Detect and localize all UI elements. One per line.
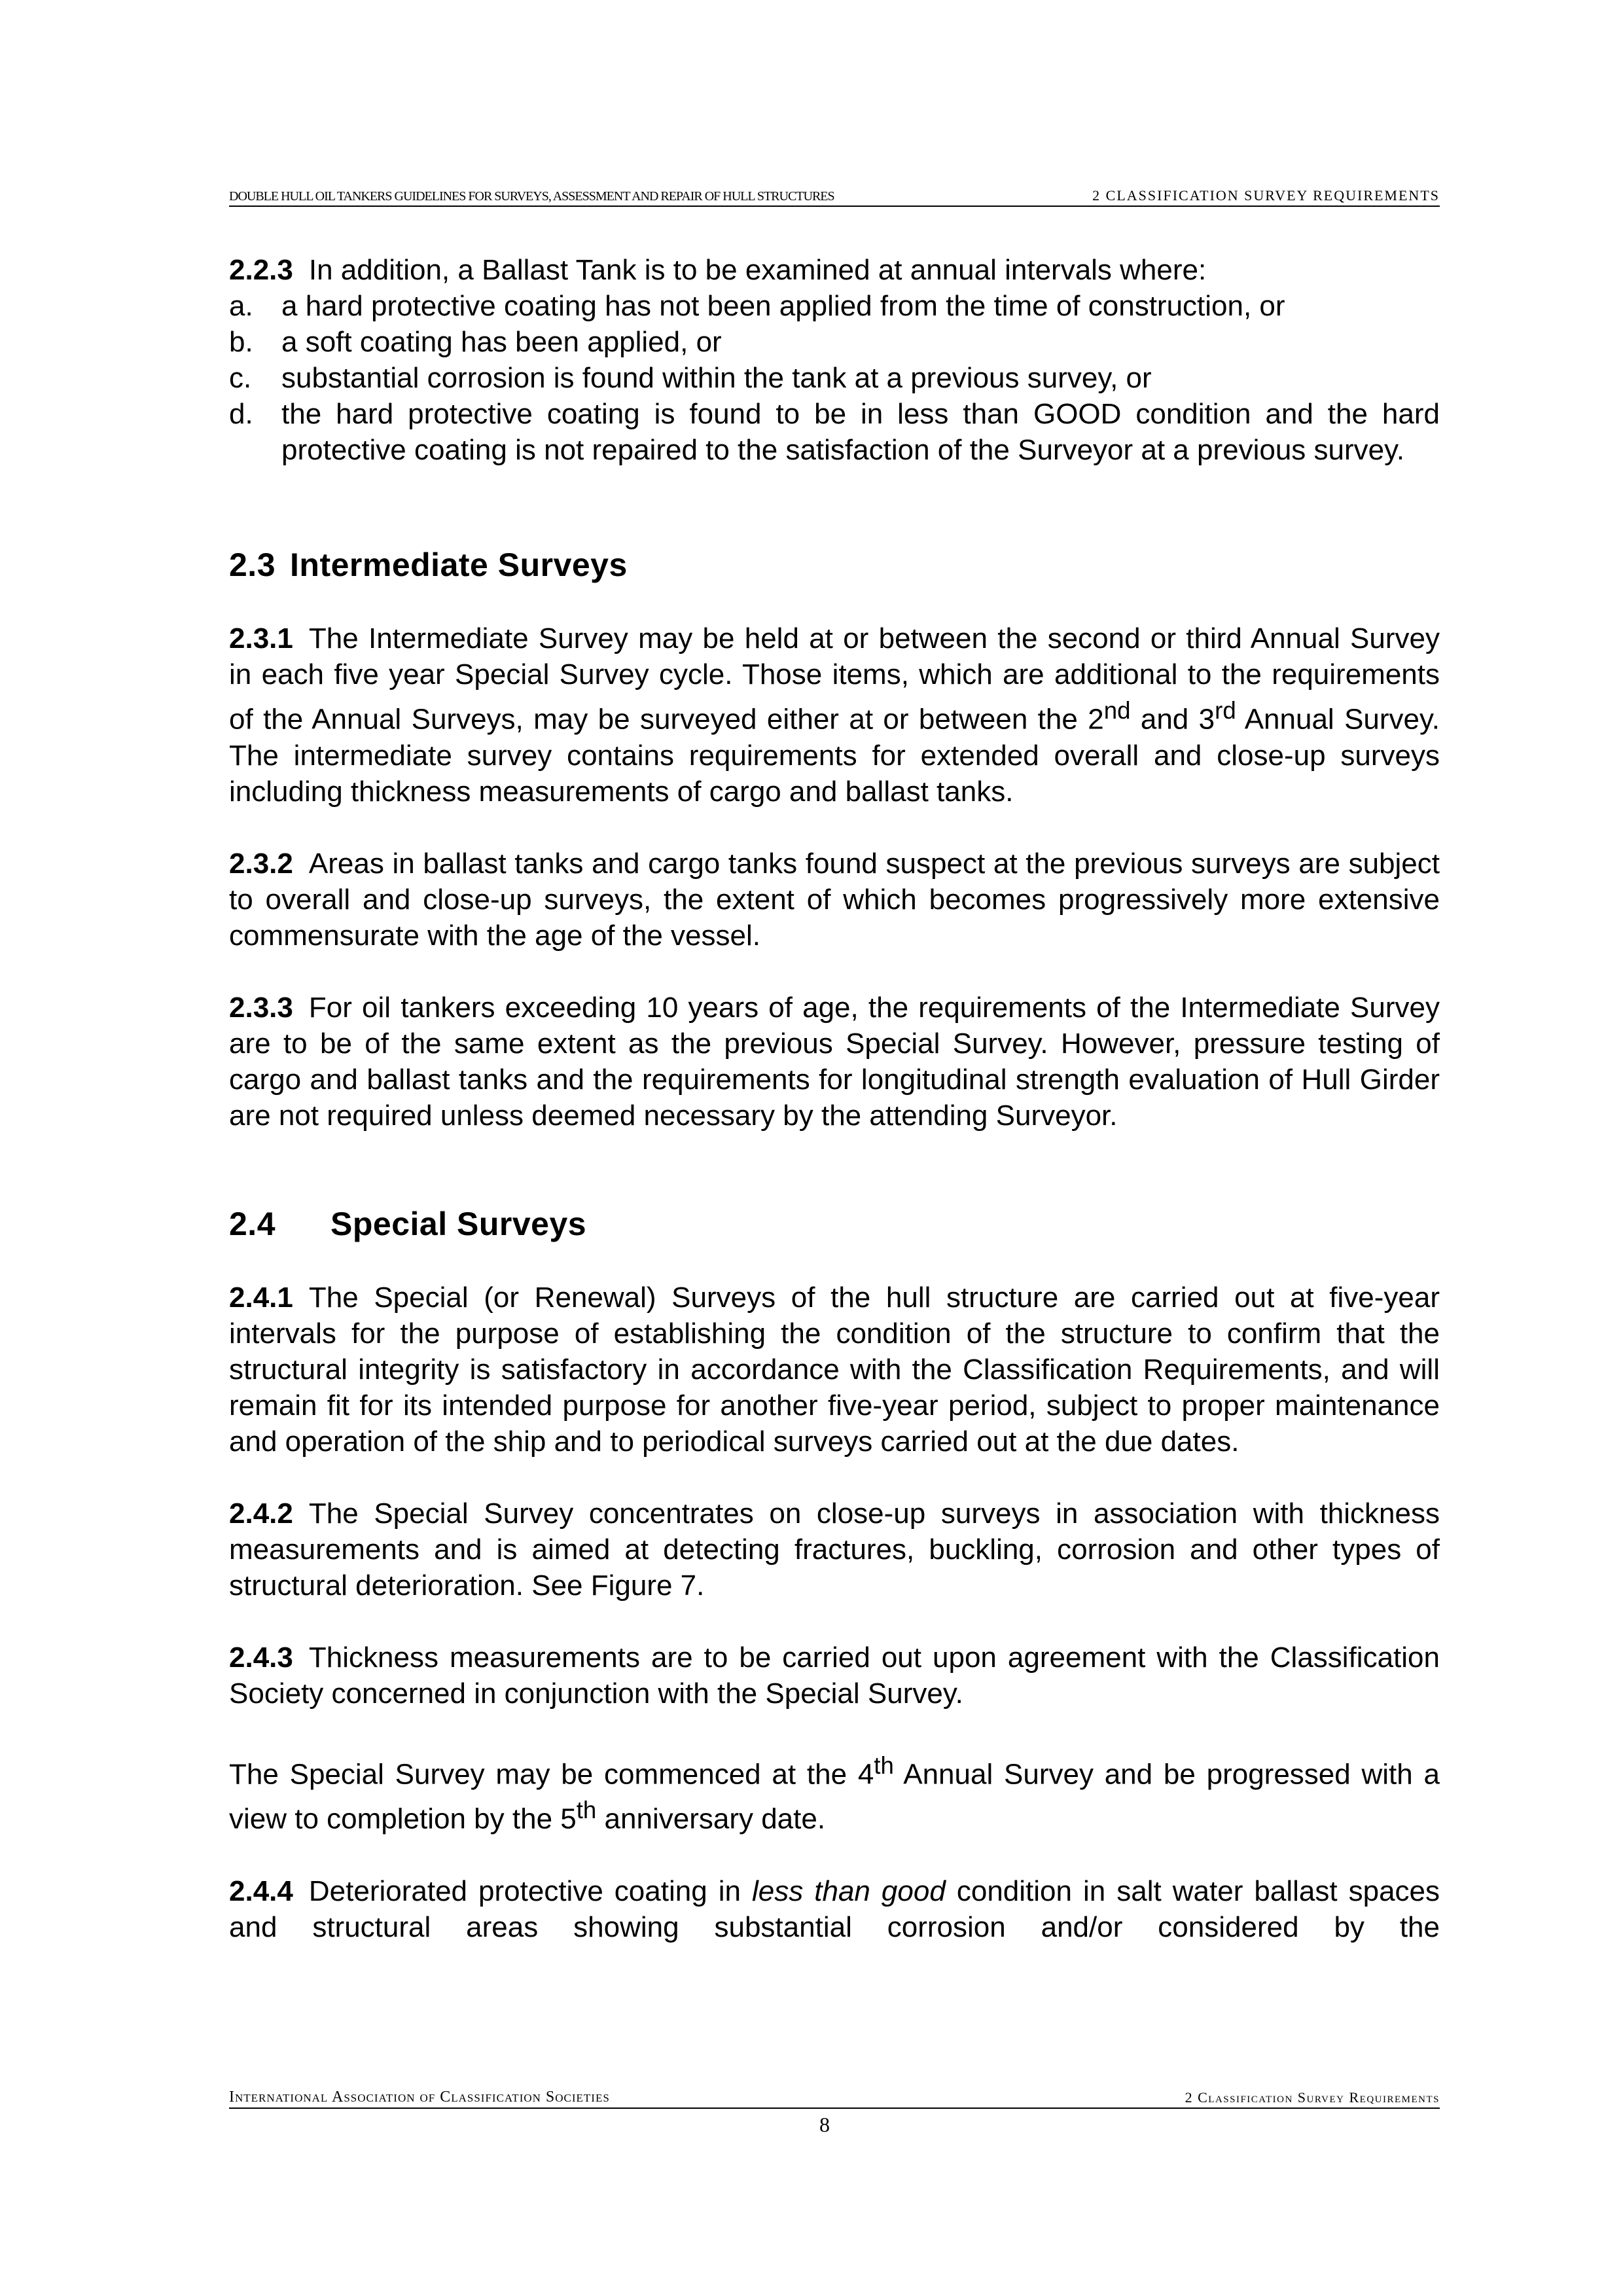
paragraph-text: anniversary date. [596,1803,826,1835]
paragraph-2-2-3 [229,252,1440,288]
list-marker: d. [229,398,253,430]
page-number: 8 [819,2113,830,2136]
paragraph-2-4-2 [229,1496,1440,1604]
paragraph-text: For oil tankers exceeding 10 years of age, the requirements of the Intermediate Survey are to be of the same extent as the previous Special Survey. However, pressure testing of cargo and ballast tanks and the requirements for longitudinal strength evaluation of Hull Girder are not required unless deemed necessary by the attending Surveyor. [229,991,1440,1132]
section-number: 2.3 [229,547,276,583]
paragraph-text: and 3 [1130,703,1215,736]
list-item [229,396,1440,468]
paragraph-text: The Special Survey may be commenced at the 4 [229,1758,874,1791]
header-chapter-title: 2 CLASSIFICATION SURVEY REQUIREMENTS [1092,187,1440,204]
paragraph-special-survey-timing [229,1748,1440,1837]
condition-list [229,288,1440,468]
footer-chapter-title: 2 Classification Survey Requirements [1185,2089,1440,2106]
list-item-text: the hard protective coating is found to be in less than GOOD condition and the hard protective coating is not repaired to the satisfaction of the Surveyor at a previous survey. [281,398,1440,466]
section-heading-2-4 [229,1204,1440,1244]
running-footer [229,2087,1440,2109]
paragraph-text: In addition, a Ballast Tank is to be examined at annual intervals where: [308,254,1207,286]
list-item-text: a soft coating has been applied, or [281,326,722,358]
paragraph-number: 2.3.2 [229,847,293,880]
paragraph-number: 2.4.4 [229,1874,293,1907]
paragraph-number: 2.3.3 [229,991,293,1024]
paragraph-2-4-4 [229,1873,1440,1945]
list-item [229,360,1440,396]
paragraph-text: Thickness measurements are to be carried out upon agreement with the Classification Society concerned in conjunction with the Special Survey. [229,1641,1440,1710]
paragraph-2-3-3 [229,990,1440,1134]
header-document-title: DOUBLE HULL OIL TANKERS GUIDELINES FOR SURVEYS, ASSESSMENT AND REPAIR OF HULL STRUCTURES [229,189,834,204]
running-header [229,185,1440,207]
list-marker: c. [229,362,252,394]
paragraph-number: 2.2.3 [229,254,293,286]
section-heading-2-3 [229,545,1440,584]
paragraph-text: The Special (or Renewal) Surveys of the hull structure are carried out at five-year intervals for the purpose of establishing the condition of the structure to confirm that the structural integrity is satisfactory in accordance with the Classification Requirements, and will remain fit for its intended purpose for another five-year period, subject to proper maintenance and operation of the ship and to periodical surveys carried out at the due dates. [229,1281,1440,1458]
paragraph-2-3-2 [229,846,1440,954]
section-title: Special Surveys [330,1205,587,1242]
paragraph-2-3-1 [229,620,1440,810]
page-body [229,252,1440,1981]
paragraph-text: The Intermediate Survey may be held at or between the second or third Annual Survey in each five year Special Survey cycle. Those items, which are additional to the requirements of the Annual Surveys, may be surveyed either at or between the 2 [229,622,1440,736]
paragraph-number: 2.3.1 [229,622,293,655]
paragraph-text: condition in salt water ballast spaces and structural areas showing substantial corrosion and/or considered by the [229,1874,1440,1943]
section-title: Intermediate Surveys [290,547,628,583]
superscript: th [576,1797,597,1824]
paragraph-number: 2.4.1 [229,1281,293,1314]
paragraph-text: Annual Survey and be progressed with a view to completion by the 5 [229,1758,1440,1835]
paragraph-text: The Special Survey concentrates on close-up surveys in association with thickness measurements and is aimed at detecting fractures, buckling, corrosion and other types of structural deterioration. See Figure 7. [229,1497,1440,1602]
emphasis-text: less than good [752,1874,946,1907]
paragraph-text: Annual Survey. The intermediate survey contains requirements for extended overall and close-up surveys including thickness measurements of cargo and ballast tanks. [229,703,1440,808]
list-marker: a. [229,290,253,322]
paragraph-text: Areas in ballast tanks and cargo tanks found suspect at the previous surveys are subject to overall and close-up surveys, the extent of which becomes progressively more extensive commensurate with the age of the vessel. [229,847,1440,952]
list-item-text: a hard protective coating has not been applied from the time of construction, or [281,290,1285,322]
paragraph-2-4-1 [229,1280,1440,1460]
paragraph-2-4-3 [229,1640,1440,1712]
footer-organization: International Association of Classification Societies [229,2089,610,2106]
section-number: 2.4 [229,1205,276,1242]
superscript: nd [1103,697,1131,724]
list-item-text: substantial corrosion is found within the tank at a previous survey, or [281,362,1152,394]
paragraph-number: 2.4.3 [229,1641,293,1674]
paragraph-text: Deteriorated protective coating in [308,1874,752,1907]
superscript: rd [1215,697,1236,724]
paragraph-number: 2.4.2 [229,1497,293,1530]
list-item [229,324,1440,360]
superscript: th [874,1751,894,1779]
list-marker: b. [229,326,253,358]
list-item [229,288,1440,324]
